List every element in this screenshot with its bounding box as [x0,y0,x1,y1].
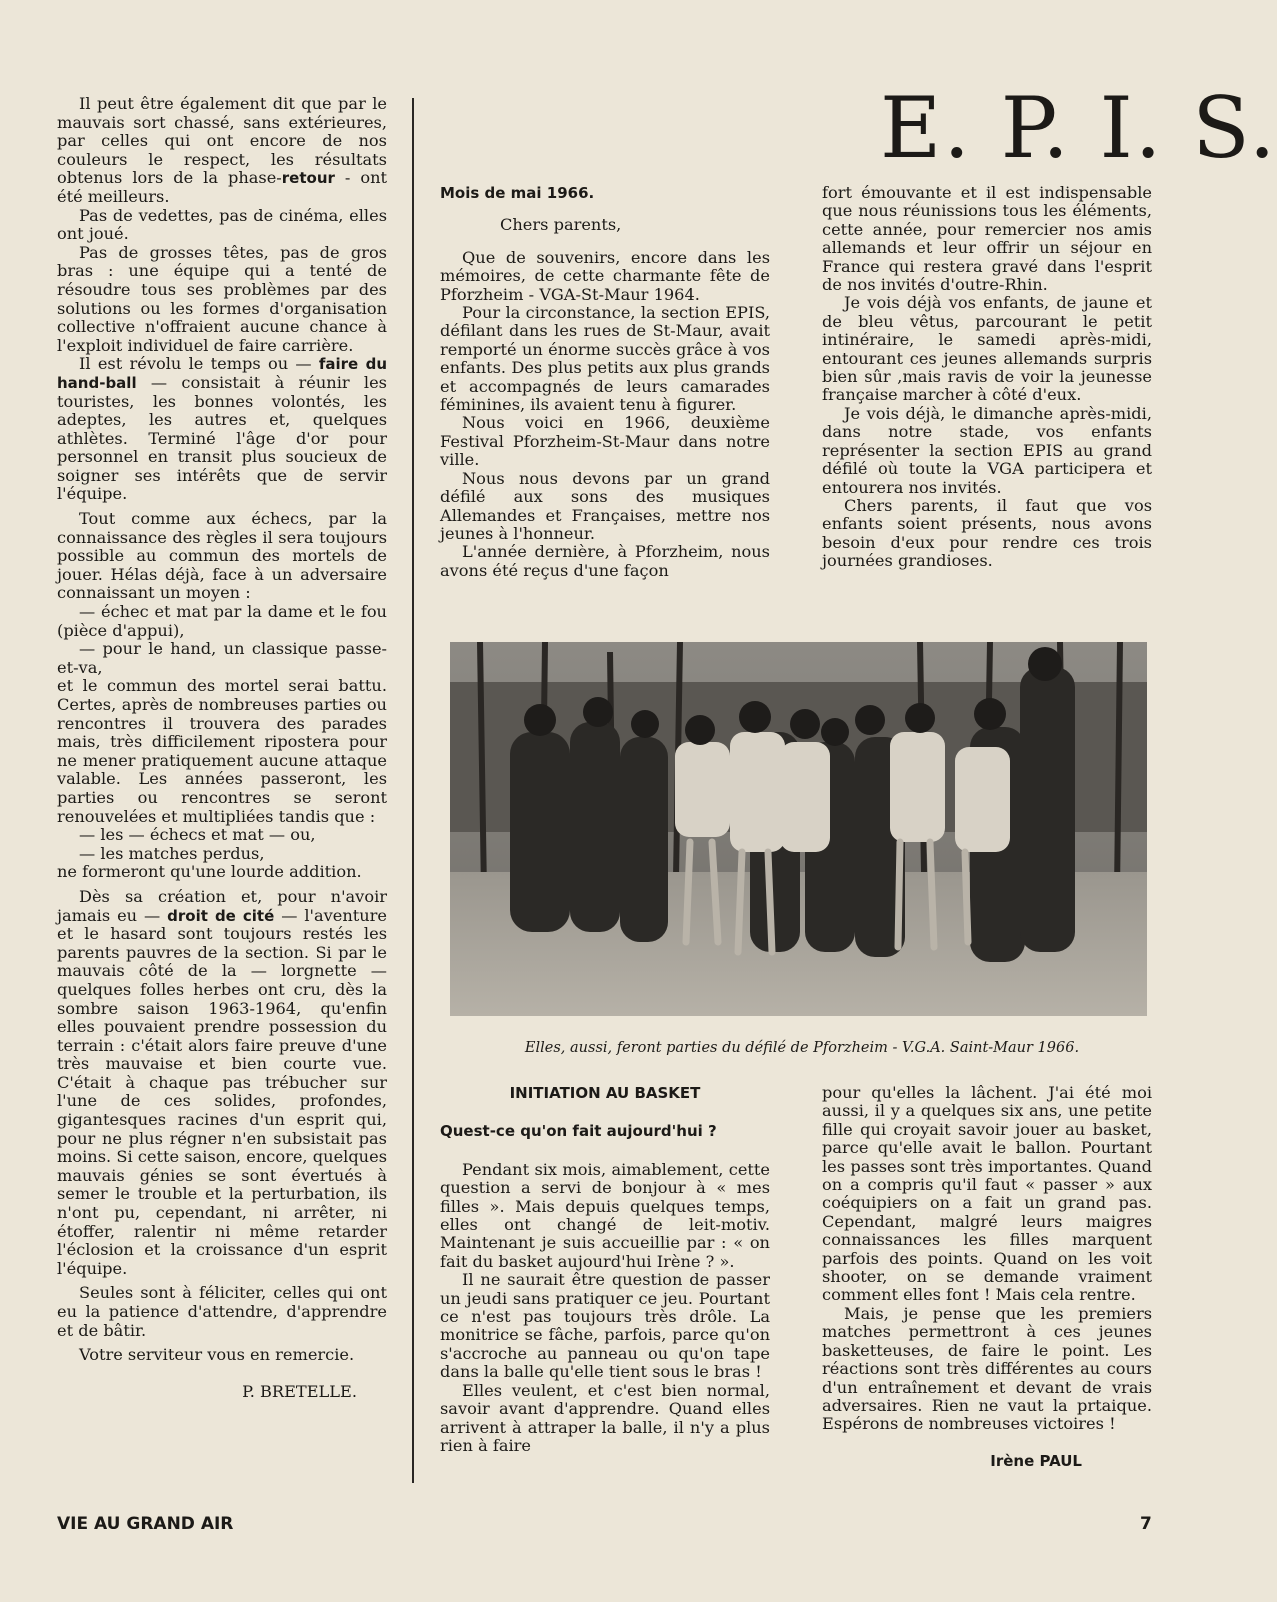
headline: E. P. I. S. [880,79,1277,177]
paragraph: Pas de vedettes, pas de cinéma, elles ont joué. [57,205,387,244]
list-line: — pour le hand, un classique passe-et-va, [57,639,387,677]
team-photo [450,642,1147,1016]
paragraph: Pendant six mois, aimablement, cette question a servi de bonjour à « mes filles ». Mais depuis quelques temps, elles ont changé de leit-motiv. Maintenant je suis accueillie par : « on fait du basket aujourd'hui Irène ? ». [440,1159,770,1271]
paragraph: Chers parents, il faut que vos enfants soient présents, nous avons besoin d'eux pour rendre ces trois journées grandioses. [822,495,1152,571]
paragraph: Elles veulent, et c'est bien normal, savoir avant d'apprendre. Quand elles arrivent à attraper la balle, il n'y a plus rien à faire [440,1380,770,1455]
author-signature: P. BRETELLE. [242,1381,357,1401]
author-signature: Irène PAUL [990,1451,1082,1470]
bold-term: faire du hand-ball [57,355,387,392]
paragraph: Seules sont à féliciter, celles qui ont eu la patience d'attendre, d'apprendre et de bâtir. [57,1283,387,1340]
magazine-name: VIE AU GRAND AIR [57,1514,234,1534]
letter-column-2 [822,184,1152,571]
page-number: 7 [1140,1514,1152,1534]
letter-salutation: Chers parents, [500,215,622,235]
list-line: — les matches perdus, [79,843,265,863]
paragraph: Pas de grosses têtes, pas de gros bras : une équipe qui a tenté de résoudre tous ses problèmes par des solutions ou les formes d'organisation collective n'offraient aucune chance à l'exploit individuel de faire carrière. [57,242,387,355]
paragraph: fort émouvante et il est indispensable que nous réunissions tous les éléments, cette année, pour remercier nos amis allemands et leur offrir un séjour en France qui restera gravé dans l'esprit de nos invités d'outre-Rhin. [822,183,1152,295]
paragraph-cont: - ont été meilleurs. [57,168,387,206]
bold-term: droit de cité [167,906,275,925]
paragraph: Que de souvenirs, encore dans les mémoires, de cette charmante fête de Pforzheim - VGA-St-Maur 1964. [440,247,770,304]
basket-column-2 [822,1084,1152,1470]
column-divider [412,98,414,1483]
paragraph-cont: — l'aventure et le hasard sont toujours restés les parents pauvres de la section. Si par le mauvais côté de la — lorgnette — quelques folles herbes ont cru, dès la sombre saison 1963-1964, qu'enfin elles pouvaient prendre possession du terrain : c'était alors faire preuve d'une très mauvaise et bien courte vue. C'était à chaque pas trébucher sur l'une de ces solides, profondes, gigantesques racines d'un esprit qui, pour ne plus régner n'en subsistait pas moins. Si cette saison, encore, quelques mauvais génies se sont évertués à semer le trouble et la perturbation, ils n'ont pu, cependant, ni arrêter, ni étoffer, ralentir ni même retarder l'éclosion et la croissance d'un esprit l'équipe. [57,905,387,1278]
section-title: INITIATION AU BASKET [509,1084,701,1102]
paragraph: Je vois déjà vos enfants, de jaune et de bleu vêtus, parcourant le petit intinéraire, le samedi après-midi, entourant ces jeunes allemands surpris bien sûr ,mais ravis de voir la jeunesse française marcher à côté d'eux. [822,293,1152,405]
team-photo-image [450,642,1147,1016]
paragraph: Dès sa création et, pour n'avoir jamais eu — [57,886,387,925]
list-line: — échec et mat par la dame et le fou (pièce d'appui), [57,602,387,640]
paragraph: Pour la circonstance, la section EPIS, défilant dans les rues de St-Maur, avait remporté un énorme succès grâce à vos enfants. Des plus petits aux plus grands et accompagnés de leurs camarades féminines, ils avaient tenu à figurer. [440,303,770,415]
paragraph: ne formeront qu'une lourde addition. [57,862,362,882]
paragraph: Votre serviteur vous en remercie. [79,1345,355,1365]
section-question: Quest-ce qu'on fait aujourd'hui ? [440,1122,717,1141]
letter-column-1 [440,184,770,580]
paragraph: Nous nous devons par un grand défilé aux sons des musiques Allemandes et Françaises, mettre nos jeunes à l'honneur. [440,468,770,543]
paragraph: Je vois déjà, le dimanche après-midi, dans notre stade, vos enfants représenter la section EPIS au grand défilé où toute la VGA participera et entourera nos invités. [822,403,1152,497]
paragraph-cont: — consistait à réunir les touristes, les bonnes volontés, les adeptes, les autres et, quelques athlètes. Terminé l'âge d'or pour personnel en transit plus soucieux de soigner ses intérêts que de servir l'équipe. [57,372,387,504]
photo-caption: Elles, aussi, feront parties du défilé de Pforzheim - V.G.A. Saint-Maur 1966. [524,1040,1080,1056]
paragraph: Tout comme aux échecs, par la connaissance des règles il sera toujours possible au commun des mortels de jouer. Hélas déjà, face à un adversaire connaissant un moyen : [57,509,387,603]
paragraph: Nous voici en 1966, deuxième Festival Pforzheim-St-Maur dans notre ville. [440,413,770,470]
paragraph: Mais, je pense que les premiers matches permettront à ces jeunes basketteuses, de faire le point. Les réactions sont très différentes au cours d'un entraînement et devant de vrais adversaires. Rien ne vaut la prtaique. Espérons de nombreuses victoires ! [822,1303,1152,1434]
paragraph: et le commun des mortel serai battu. Certes, après de nombreuses parties ou rencontres il trouvera des parades mais, très difficilement ripostera pour ne mener pratiquement aucune attaque valable. Les années passeront, les parties ou rencontres se seront renouvelées et multipliées tandis que : [57,676,387,826]
paragraph: L'année dernière, à Pforzheim, nous avons été reçus d'une façon [440,542,770,580]
basket-column-1 [440,1084,770,1455]
article-handball [57,95,387,1401]
paragraph: Il ne saurait être question de passer un jeudi sans pratiquer ce jeu. Pourtant ce n'est pas toujours très drôle. La monitrice se fâche, parfois, parce qu'on s'accroche au panneau ou qu'on tape dans la balle qu'elle tient sous le bras ! [440,1270,770,1382]
paragraph: Il peut être également dit que par le mauvais sort chassé, sans extérieures, par celles qui ont encore de nos couleurs le respect, les résultats obtenus lors de la phase- [57,94,387,188]
list-line: — les — échecs et mat — ou, [79,825,316,845]
paragraph: Il est révolu le temps ou — [79,354,319,374]
letter-date: Mois de mai 1966. [440,184,595,202]
paragraph: pour qu'elles la lâchent. J'ai été moi aussi, il y a quelques six ans, une petite fille qui croyait savoir jouer au basket, parce qu'elle avait le ballon. Pourtant les passes sont très importantes. Quand on a compris qu'il faut « passer » aux coéquipiers on a fait un grand pas. Cependant, malgré leurs maigres connaissances les filles marquent parfois des points. Quand on les voit shooter, on se demande vraiment comment elles font ! Mais cela rentre. [822,1083,1152,1305]
bold-term: retour [281,169,335,188]
